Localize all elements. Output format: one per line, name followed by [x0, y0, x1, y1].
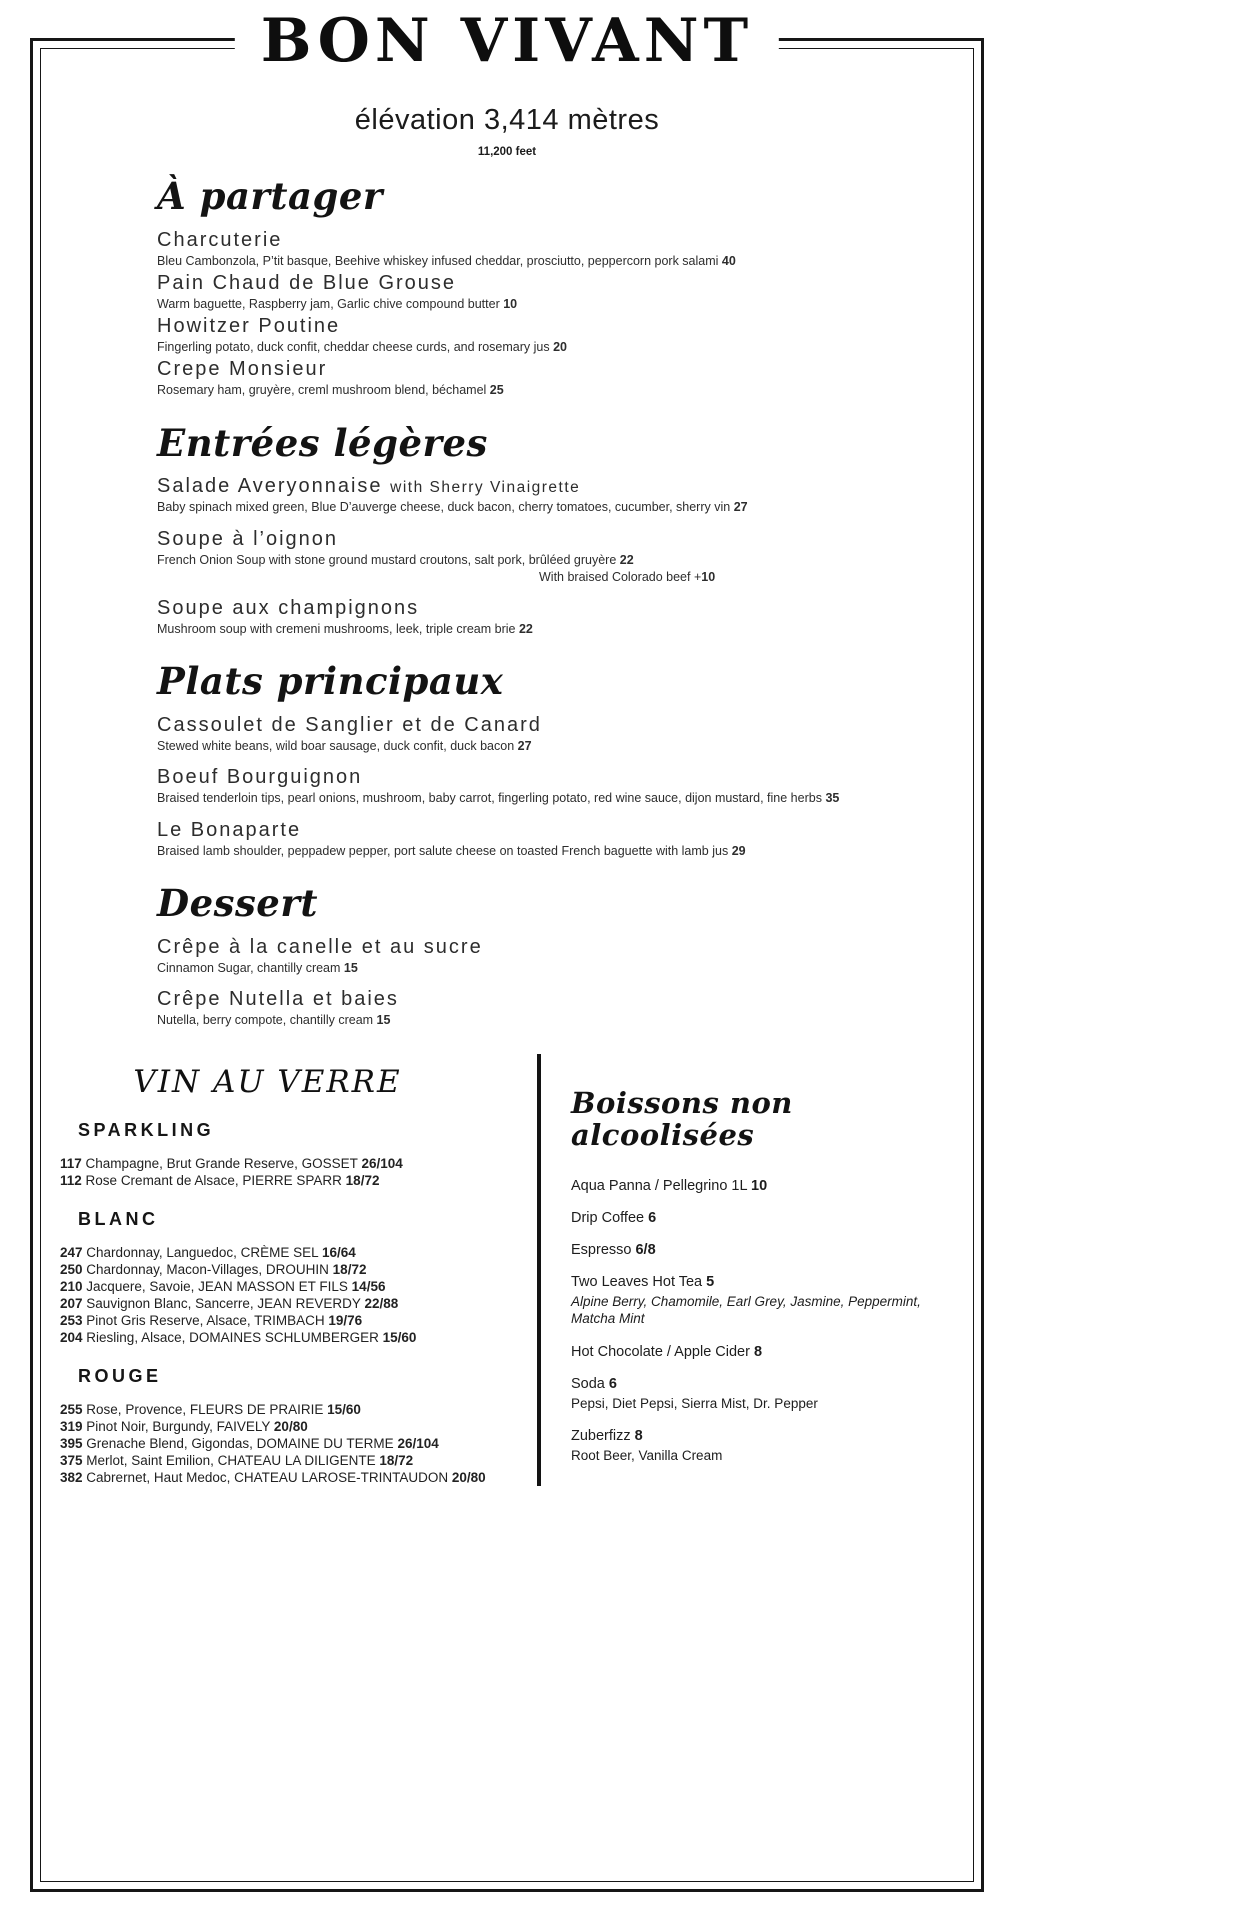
drink-price: 8 [634, 1428, 643, 1445]
dish-description [157, 843, 897, 859]
dish-price: 22 [518, 622, 533, 637]
drink-name: Two Leaves Hot Tea [571, 1273, 703, 1290]
section-plats-principaux [157, 661, 897, 858]
dish-name: Crepe Monsieur [157, 358, 328, 381]
wine-name: Pinot Gris Reserve, Alsace, TRIMBACH [86, 1313, 325, 1328]
wine-group-blanc [60, 1209, 525, 1346]
dish-name: Soupe à l’oignon [157, 527, 339, 550]
dish-description [157, 499, 897, 515]
wine-entry [60, 1278, 525, 1295]
drinks-section-title: Boissons non alcoolisées [571, 1086, 793, 1152]
dish-description [157, 296, 897, 312]
wine-price: 18/72 [345, 1173, 380, 1188]
dish-name-text: Salade Averyonnaise [157, 475, 383, 498]
drink-line [571, 1242, 936, 1258]
wine-group-label: BLANC [78, 1209, 159, 1229]
dish-price: 10 [503, 296, 518, 311]
wine-name: Jacquere, Savoie, JEAN MASSON ET FILS [86, 1279, 348, 1294]
dish-name: Crêpe Nutella et baies [157, 987, 399, 1010]
wine-number: 255 [60, 1402, 83, 1417]
drink-line [571, 1428, 936, 1444]
beverage-area [30, 1054, 984, 1486]
dish-name: Crêpe à la canelle et au sucre [157, 935, 483, 958]
dish-description [157, 738, 897, 754]
drink [571, 1210, 936, 1226]
wine-number: 319 [60, 1419, 83, 1434]
drink-name: Drip Coffee [571, 1209, 645, 1226]
section-heading: À partager [157, 174, 383, 218]
drink-varieties: Root Beer, Vanilla Cream [571, 1448, 723, 1464]
drink-price: 10 [751, 1177, 768, 1194]
wine-entry [60, 1295, 525, 1312]
wine-section-title: VIN AU VERRE [133, 1064, 402, 1100]
dish-name: Cassoulet de Sanglier et de Canard [157, 714, 542, 737]
drink [571, 1428, 936, 1465]
dish-description [157, 382, 897, 398]
dish [157, 597, 897, 637]
dish-name: Soupe aux champignons [157, 597, 420, 620]
dish [157, 714, 897, 754]
wine-entry [60, 1418, 525, 1435]
drink-name: Hot Chocolate / Apple Cider [571, 1343, 750, 1360]
wine-entry [60, 1155, 525, 1172]
wine-price: 15/60 [327, 1402, 361, 1417]
drink-line [571, 1376, 936, 1392]
wine-number: 210 [60, 1279, 83, 1294]
dish-description-text: Baby spinach mixed green, Blue D’auverge cheese, duck bacon, cherry tomatoes, cucumber, sherry vin [157, 500, 731, 515]
section-entrees-legeres [157, 420, 897, 638]
dish-description [157, 790, 897, 806]
wine-price: 20/80 [451, 1470, 486, 1485]
wine-name: Grenache Blend, Gigondas, DOMAINE DU TERME [86, 1436, 394, 1451]
wine-price: 26/104 [361, 1156, 403, 1171]
dish-price: 40 [721, 253, 736, 268]
dish-description-text: Braised tenderloin tips, pearl onions, mushroom, baby carrot, fingerling potato, red wine sauce, dijon mustard, fine herbs [157, 791, 822, 806]
drink [571, 1178, 936, 1194]
drink-name: Espresso [571, 1241, 632, 1258]
wine-name: Pinot Noir, Burgundy, FAIVELY [86, 1419, 271, 1434]
drink-name: Aqua Panna / Pellegrino 1L [571, 1177, 748, 1194]
dish-description [157, 339, 897, 355]
dish-price: 27 [733, 500, 748, 515]
wine-name: Rose Cremant de Alsace, PIERRE SPARR [85, 1173, 342, 1188]
dish-name-suffix: with Sherry Vinaigrette [390, 479, 581, 497]
drink-varieties: Alpine Berry, Chamomile, Earl Grey, Jasmine, Peppermint, Matcha Mint [571, 1293, 921, 1327]
dish [157, 528, 897, 586]
dish [157, 936, 897, 976]
drink [571, 1274, 936, 1328]
wine-group-label: SPARKLING [78, 1120, 215, 1140]
dish [157, 819, 897, 859]
dish-supplement-price: 10 [701, 569, 716, 584]
drink-line [571, 1274, 936, 1290]
drink-price: 6 [648, 1209, 657, 1226]
dish [157, 358, 897, 398]
wine-price: 20/80 [273, 1419, 308, 1434]
drink-line [571, 1344, 936, 1360]
wine-entry [60, 1329, 525, 1346]
drink-name: Zuberfizz [571, 1428, 631, 1445]
section-heading: Entrées légères [157, 420, 488, 465]
drink [571, 1376, 936, 1413]
wine-group-sparkling [60, 1120, 525, 1189]
dish-name: Charcuterie [157, 228, 283, 251]
wine-name: Rose, Provence, FLEURS DE PRAIRIE [86, 1402, 324, 1417]
dish-description-text: Warm baguette, Raspberry jam, Garlic chive compound butter [157, 296, 500, 311]
drink [571, 1242, 936, 1258]
dish-description [157, 1012, 897, 1028]
wine-name: Merlot, Saint Emilion, CHATEAU LA DILIGENTE [86, 1453, 376, 1468]
dish [157, 272, 897, 312]
wine-price: 14/56 [351, 1279, 386, 1294]
wine-number: 250 [60, 1262, 83, 1277]
dish-price: 29 [731, 843, 746, 858]
dish-supplement-text: With braised Colorado beef + [539, 569, 702, 584]
wine-number: 204 [60, 1330, 83, 1345]
wine-list [60, 1054, 537, 1486]
wine-price: 18/72 [332, 1262, 367, 1277]
drinks-list [541, 1054, 936, 1486]
wine-price: 26/104 [397, 1436, 439, 1451]
dish-description-text: Rosemary ham, gruyère, creml mushroom blend, béchamel [157, 383, 487, 398]
wine-number: 253 [60, 1313, 83, 1328]
dish-price: 27 [517, 739, 532, 754]
dish-price: 25 [489, 383, 504, 398]
wine-number: 247 [60, 1245, 83, 1260]
wine-name: Chardonnay, Languedoc, CRÈME SEL [86, 1245, 319, 1260]
wine-entry [60, 1452, 525, 1469]
wine-entry [60, 1261, 525, 1278]
menu-body [157, 176, 897, 1028]
wine-number: 375 [60, 1453, 83, 1468]
wine-name: Sauvignon Blanc, Sancerre, JEAN REVERDY [86, 1296, 361, 1311]
section-heading: Dessert [157, 880, 318, 925]
dish-name: Pain Chaud de Blue Grouse [157, 271, 457, 294]
wine-group-label: ROUGE [78, 1366, 162, 1386]
dish-description-text: Braised lamb shoulder, peppadew pepper, port salute cheese on toasted French baguette with lamb jus [157, 843, 729, 858]
wine-number: 112 [60, 1173, 82, 1188]
wine-entry [60, 1244, 525, 1261]
section-dessert [157, 880, 897, 1028]
dish-description-text: Mushroom soup with cremeni mushrooms, leek, triple cream brie [157, 622, 516, 637]
dish-supplement [539, 569, 897, 585]
dish-name: Howitzer Poutine [157, 315, 341, 338]
dish-description-text: Nutella, berry compote, chantilly cream [157, 1012, 374, 1027]
wine-entry [60, 1172, 525, 1189]
menu-title-box [235, 2, 779, 86]
drink-price: 6/8 [635, 1241, 656, 1258]
dish-description-text: Bleu Cambonzola, P’tit basque, Beehive whiskey infused cheddar, prosciutto, peppercorn pork salami [157, 253, 719, 268]
drink-varieties: Pepsi, Diet Pepsi, Sierra Mist, Dr. Pepper [571, 1395, 818, 1411]
menu-title: BON VIVANT [260, 6, 754, 76]
dish-description [157, 552, 897, 586]
drink-line [571, 1178, 936, 1194]
wine-price: 16/64 [321, 1245, 356, 1260]
wine-entry [60, 1435, 525, 1452]
dish [157, 766, 897, 806]
wine-price: 18/72 [379, 1453, 414, 1468]
wine-name: Champagne, Brut Grande Reserve, GOSSET [85, 1156, 358, 1171]
wine-number: 382 [60, 1470, 83, 1485]
menu-subtitle: élévation 3,414 mètres [354, 104, 660, 136]
wine-entry [60, 1312, 525, 1329]
dish-description-text: Fingerling potato, duck confit, cheddar cheese curds, and rosemary jus [157, 340, 550, 355]
wine-number: 117 [60, 1156, 82, 1171]
section-a-partager [157, 176, 897, 399]
dish [157, 315, 897, 355]
dish-name: Boeuf Bourguignon [157, 766, 363, 789]
menu-content [30, 0, 984, 1486]
wine-number: 395 [60, 1436, 83, 1451]
wine-name: Cabrernet, Haut Medoc, CHATEAU LAROSE-TRINTAUDON [86, 1470, 449, 1485]
dish-name: Le Bonaparte [157, 818, 302, 841]
dish-price: 20 [553, 340, 567, 355]
dish-price: 22 [619, 552, 634, 567]
drink [571, 1344, 936, 1360]
dish [157, 988, 897, 1028]
drink-price: 8 [753, 1343, 763, 1360]
drink-line [571, 1210, 936, 1226]
wine-price: 19/76 [328, 1313, 363, 1328]
drink-price: 6 [608, 1375, 617, 1392]
dish-description [157, 621, 897, 637]
wine-price: 22/88 [364, 1296, 399, 1311]
wine-number: 207 [60, 1296, 83, 1311]
elevation-feet: 11,200 feet [477, 146, 537, 158]
dish [157, 229, 897, 269]
drink-price: 5 [706, 1273, 715, 1290]
wine-name: Chardonnay, Macon-Villages, DROUHIN [86, 1262, 329, 1277]
dish-price: 15 [343, 960, 358, 975]
dish-description [157, 960, 897, 976]
dish-description [157, 253, 897, 269]
wine-entry [60, 1469, 525, 1486]
dish-description-text: Stewed white beans, wild boar sausage, duck confit, duck bacon [157, 739, 515, 754]
wine-name: Riesling, Alsace, DOMAINES SCHLUMBERGER [86, 1330, 379, 1345]
dish-name [157, 475, 897, 497]
dish-price: 35 [825, 791, 840, 806]
dish-description-text: Cinnamon Sugar, chantilly cream [157, 960, 341, 975]
dish-price: 15 [376, 1012, 391, 1027]
wine-group-rouge [60, 1366, 525, 1486]
dish [157, 475, 897, 515]
wine-entry [60, 1401, 525, 1418]
wine-price: 15/60 [382, 1330, 417, 1345]
dish-description-text: French Onion Soup with stone ground mustard croutons, salt pork, brûléed gruyère [157, 552, 617, 567]
section-heading: Plats principaux [157, 659, 504, 704]
drink-name: Soda [571, 1375, 605, 1392]
